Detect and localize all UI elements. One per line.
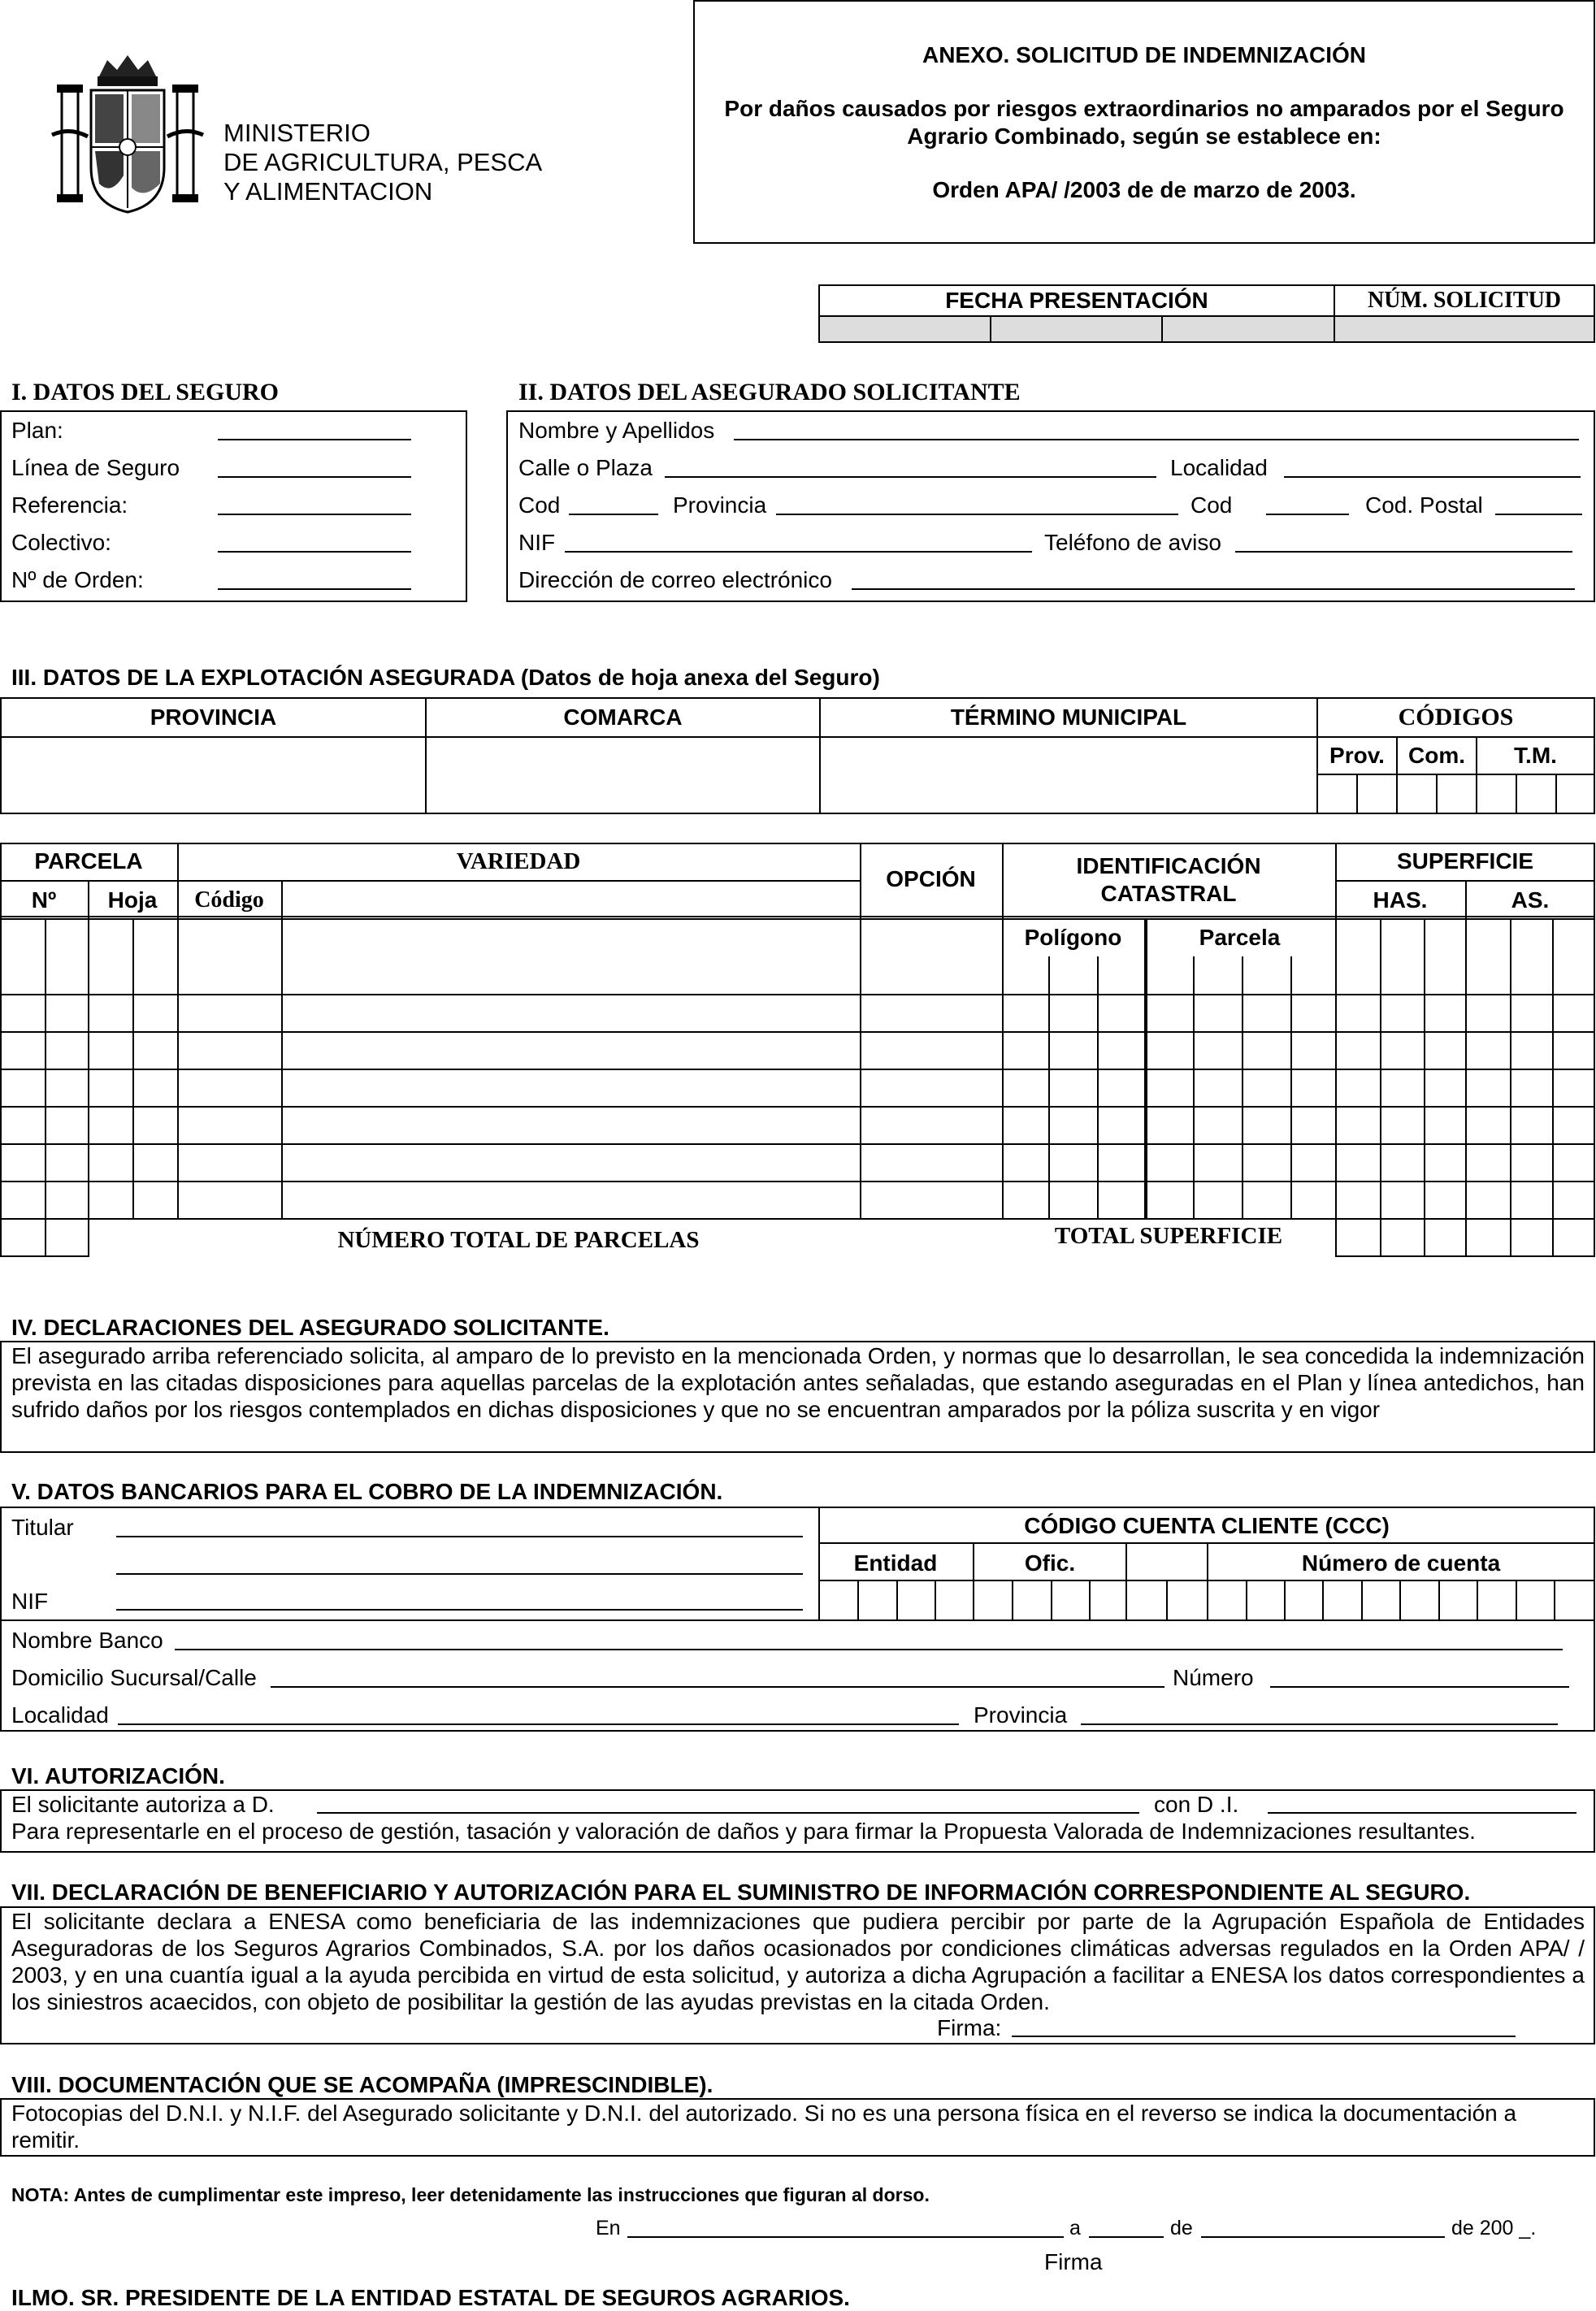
grid-line (1380, 918, 1381, 1255)
collective-field[interactable] (218, 551, 411, 553)
com-digit-cell[interactable] (1397, 774, 1437, 813)
order-label: Nº de Orden: (11, 567, 144, 592)
bank-nif-label: NIF (11, 1589, 49, 1614)
branch-label: Domicilio Sucursal/Calle (11, 1665, 257, 1690)
postal-code-label: Cod. Postal (1365, 492, 1483, 518)
grid-line (0, 1106, 1595, 1108)
request-number-cell[interactable] (1334, 316, 1594, 342)
authorized-person-field[interactable] (317, 1812, 1139, 1814)
grid-line (0, 880, 860, 882)
grid-line (0, 843, 2, 1255)
plan-label: Plan: (11, 418, 63, 443)
section-8-text: Fotocopias del D.N.I. y N.I.F. del Asegurado solicitante y D.N.I. del autorizado. Si no es una persona física en el reverso se indica la documentación a remitir. (11, 2101, 1517, 2153)
ccc-digit-divider (1399, 1580, 1401, 1620)
grid-line (1424, 918, 1425, 1255)
branch-field[interactable] (271, 1686, 1164, 1688)
date-day-cell[interactable] (819, 316, 991, 342)
ccc-digit-divider (1246, 1580, 1247, 1620)
section-7-text: El solicitante declara a ENESA como beneficiaria de las indemnizaciones que pudiera percibir por parte de la Agrupación Española de Entidades Aseguradoras de los Seguros Agrarios Combinados, S.A. por los daños ocasionados por condiciones climáticas adversas regulados en la Orden APA/ / 2003, y en una cuantía igual a la ayuda percibida en virtud de esta solicitud, y autoriza a dicha Agrupación a facilitar a ENESA los datos correspondientes a los siniestros acaecidos, con objeto de posibilitar la gestión de las ayudas previstas en la citada Orden. (11, 1909, 1585, 2014)
date-month-cell[interactable] (991, 316, 1162, 342)
codigos-header: CÓDIGOS (1317, 698, 1594, 737)
grid-line (1335, 1255, 1595, 1257)
ccc-digit-divider (935, 1580, 936, 1620)
ministry-line-2: DE AGRICULTURA, PESCA (223, 148, 543, 176)
ident-header-line-1: IDENTIFICACIÓN (1076, 853, 1261, 878)
signature-field[interactable] (1012, 2036, 1516, 2037)
num-header: Nº (31, 887, 57, 913)
cod-field-1[interactable] (569, 514, 658, 515)
grid-line (132, 918, 134, 1218)
parcela-header: PARCELA (34, 848, 143, 874)
presentation-date-label: FECHA PRESENTACIÓN (945, 288, 1208, 313)
branch-number-field[interactable] (1270, 1686, 1569, 1688)
section-1-title: I. DATOS DEL SEGURO (11, 379, 279, 405)
plan-field[interactable] (218, 439, 411, 440)
street-label: Calle o Plaza (518, 455, 653, 480)
cod-field-2[interactable] (1266, 514, 1349, 515)
ccc-digit-divider (1284, 1580, 1286, 1620)
titular-label: Titular (11, 1515, 74, 1540)
ccc-digit-divider (1438, 1580, 1440, 1620)
ccc-digit-divider (1207, 1542, 1208, 1620)
section-7-title: VII. DECLARACIÓN DE BENEFICIARIO Y AUTORIZACIÓN PARA EL SUMINISTRO DE INFORMACIÓN CORRESPONDIENTE AL SEGURO. (11, 1880, 1471, 1905)
request-number-label: NÚM. SOLICITUD (1367, 288, 1562, 313)
branch-number-label: Número (1173, 1665, 1254, 1690)
grid-line (1097, 956, 1099, 1218)
section-8-title: VIII. DOCUMENTACIÓN QUE SE ACOMPAÑA (IMPRESCINDIBLE). (11, 2072, 713, 2097)
place-field[interactable] (627, 2236, 1064, 2238)
bank-locality-label: Localidad (11, 1702, 109, 1728)
day-label: a (1069, 2217, 1081, 2239)
bank-province-field[interactable] (1081, 1723, 1558, 1725)
provincia-cell[interactable] (1, 737, 426, 813)
titular-field-2[interactable] (116, 1573, 803, 1575)
grid-line (1465, 880, 1467, 1255)
grid-line (281, 880, 283, 1218)
place-label: En (596, 2217, 621, 2239)
ccc-header: CÓDIGO CUENTA CLIENTE (CCC) (1024, 1513, 1390, 1538)
footer-signature-label: Firma (1044, 2249, 1103, 2274)
ccc-digit-divider (1554, 1580, 1555, 1620)
ccc-digit-divider (1361, 1580, 1363, 1620)
tm-digit-cell[interactable] (1516, 774, 1556, 813)
com-digit-cell[interactable] (1437, 774, 1477, 813)
coat-of-arms-icon (50, 46, 205, 216)
grid-line (45, 918, 46, 1255)
collective-label: Colectivo: (11, 530, 111, 555)
grid-line (860, 843, 861, 1218)
com-header: Com. (1397, 737, 1477, 774)
bank-name-label: Nombre Banco (11, 1628, 163, 1653)
termino-cell[interactable] (820, 737, 1317, 813)
total-parcels-label: NÚMERO TOTAL DE PARCELAS (337, 1227, 700, 1253)
grid-line (1594, 843, 1595, 1255)
ofic-header: Ofic. (1024, 1550, 1076, 1576)
parcela-sub-header: Parcela (1199, 925, 1281, 950)
locality-label: Localidad (1170, 455, 1268, 480)
prov-digit-cell[interactable] (1357, 774, 1397, 813)
grid-line (1290, 956, 1292, 1218)
cod-label-1: Cod (518, 492, 561, 518)
cod-label-2: Cod (1190, 492, 1233, 518)
prov-digit-cell[interactable] (1317, 774, 1357, 813)
line-field[interactable] (218, 476, 411, 478)
month-field[interactable] (1201, 2236, 1445, 2238)
ccc-digit-divider (973, 1542, 974, 1620)
nif-label: NIF (518, 530, 556, 555)
ccc-digit-divider (1012, 1580, 1013, 1620)
grid-line (0, 1181, 1595, 1182)
dni-label: con D .I. (1154, 1792, 1239, 1817)
ccc-digit-divider (1516, 1580, 1517, 1620)
ccc-digit-divider (1166, 1580, 1168, 1620)
section-6-title: VI. AUTORIZACIÓN. (11, 1763, 225, 1789)
annex-title: ANEXO. SOLICITUD DE INDEMNIZACIÓN (922, 42, 1366, 67)
holding-table (0, 697, 1595, 814)
order-field[interactable] (218, 588, 411, 590)
phone-label: Teléfono de aviso (1044, 530, 1221, 555)
authorized-dni-field[interactable] (1268, 1812, 1576, 1814)
addressee: ILMO. SR. PRESIDENTE DE LA ENTIDAD ESTATAL DE SEGUROS AGRARIOS. (11, 2285, 850, 2310)
ccc-digit-divider (1322, 1580, 1324, 1620)
opcion-header: OPCIÓN (886, 866, 976, 891)
ccc-digit-divider (1051, 1580, 1052, 1620)
grid-line (88, 880, 89, 1255)
annex-line-3: Orden APA/ /2003 de de marzo de 2003. (932, 177, 1356, 202)
total-surface-label: TOTAL SUPERFICIE (1054, 1223, 1283, 1249)
grid-line (1335, 843, 1337, 1255)
grid-line (1144, 918, 1147, 1218)
grid-line (1242, 956, 1243, 1218)
note-text: NOTA: Antes de cumplimentar este impreso, leer detenidamente las instrucciones que figuran al dorso. (11, 2184, 930, 2205)
superficie-header: SUPERFICIE (1396, 848, 1534, 874)
day-field[interactable] (1089, 2236, 1164, 2238)
section-4-title: IV. DECLARACIONES DEL ASEGURADO SOLICITANTE. (11, 1315, 609, 1340)
ccc-digit-divider (1125, 1542, 1127, 1620)
tm-digit-cell[interactable] (1556, 774, 1594, 813)
month-label: de (1170, 2217, 1193, 2239)
bank-province-label: Provincia (974, 1702, 1068, 1728)
grid-line (0, 994, 1595, 995)
email-label: Dirección de correo electrónico (518, 567, 832, 592)
phone-field[interactable] (1235, 551, 1572, 553)
bank-nif-field[interactable] (116, 1609, 803, 1611)
reference-field[interactable] (218, 514, 411, 515)
grid-line (1002, 843, 1004, 1218)
grid-line (177, 843, 179, 1218)
date-year-cell[interactable] (1162, 316, 1334, 342)
signature-label: Firma: (937, 2015, 1002, 2040)
provincia-header: PROVINCIA (1, 698, 426, 737)
section-5-title: V. DATOS BANCARIOS PARA EL COBRO DE LA INDEMNIZACIÓN. (11, 1479, 723, 1504)
termino-header: TÉRMINO MUNICIPAL (820, 698, 1317, 737)
variedad-header: VARIEDAD (456, 848, 581, 874)
bank-name-field[interactable] (175, 1649, 1563, 1650)
ident-header-line-2: CATASTRAL (1100, 881, 1237, 906)
annex-line-1: Por daños causados por riesgos extraordinarios no amparados por el Seguro (724, 96, 1564, 121)
presentation-table (818, 284, 1595, 343)
prov-header: Prov. (1317, 737, 1397, 774)
ccc-digit-divider (896, 1580, 898, 1620)
grid-line (860, 1218, 1335, 1220)
section-4-text: El asegurado arriba referenciado solicita, al amparo de lo previsto en la mencionada Orden, y normas que lo desarrollan, le sea concedida la indemnización prevista en las citadas disposiciones para aquellas parcelas de la explotación antes señaladas, que estando aseguradas en el Plan y línea antedichos, han sufrido daños por los riesgos contemplados en dichas disposiciones y que no se encuentran amparados por la póliza suscrita y en vigor (11, 1343, 1585, 1422)
numero-cuenta-header: Número de cuenta (1301, 1550, 1501, 1576)
locality-field[interactable] (1284, 476, 1581, 478)
comarca-header: COMARCA (426, 698, 820, 737)
grid-line (0, 1255, 89, 1257)
name-label: Nombre y Apellidos (518, 418, 715, 443)
year-label: de 200 _. (1451, 2217, 1537, 2239)
grid-line (0, 1218, 1595, 1220)
grid-line (1510, 918, 1511, 1255)
province-field[interactable] (776, 514, 1178, 515)
ccc-digit-divider (1089, 1580, 1091, 1620)
grid-line (1552, 918, 1554, 1255)
as-header: AS. (1511, 887, 1550, 913)
poligono-header: Polígono (1024, 925, 1122, 950)
grid-line (0, 1143, 1595, 1145)
codigo-header: Código (194, 887, 264, 913)
email-field[interactable] (852, 588, 1575, 590)
grid-line (0, 1031, 1595, 1033)
tm-digit-cell[interactable] (1477, 774, 1516, 813)
grid-line (1048, 956, 1050, 1218)
section-3-title: III. DATOS DE LA EXPLOTACIÓN ASEGURADA (Datos de hoja anexa del Seguro) (11, 665, 880, 690)
grid-line (0, 918, 1002, 920)
line-label: Línea de Seguro (11, 455, 180, 480)
annex-line-2: Agrario Combinado, según se establece en: (907, 124, 1381, 149)
nif-field[interactable] (565, 551, 1032, 553)
entidad-header: Entidad (853, 1550, 938, 1576)
ccc-digit-divider (1477, 1580, 1478, 1620)
comarca-cell[interactable] (426, 737, 820, 813)
ccc-digit-divider (857, 1580, 859, 1620)
authorizes-label: El solicitante autoriza a D. (11, 1792, 275, 1817)
postal-code-field[interactable] (1495, 514, 1582, 515)
titular-field-1[interactable] (116, 1536, 803, 1537)
section-2-title: II. DATOS DEL ASEGURADO SOLICITANTE (518, 379, 1021, 405)
ministry-line-3: Y ALIMENTACION (223, 177, 433, 206)
hoja-header: Hoja (107, 887, 158, 913)
grid-line (1002, 918, 1595, 920)
grid-line (0, 1069, 1595, 1070)
annex-box (693, 0, 1595, 244)
province-label: Provincia (673, 492, 767, 518)
name-field[interactable] (734, 439, 1579, 440)
has-header: HAS. (1373, 887, 1428, 913)
ministry-line-1: MINISTERIO (223, 119, 371, 147)
tm-header: T.M. (1477, 737, 1594, 774)
reference-label: Referencia: (11, 492, 128, 518)
grid-line (1193, 956, 1195, 1218)
street-field[interactable] (665, 476, 1156, 478)
bank-locality-field[interactable] (118, 1723, 959, 1725)
authorization-text: Para representarle en el proceso de gestión, tasación y valoración de daños y para firmar la Propuesta Valorada de Indemnizaciones resultantes. (11, 1819, 1476, 1844)
